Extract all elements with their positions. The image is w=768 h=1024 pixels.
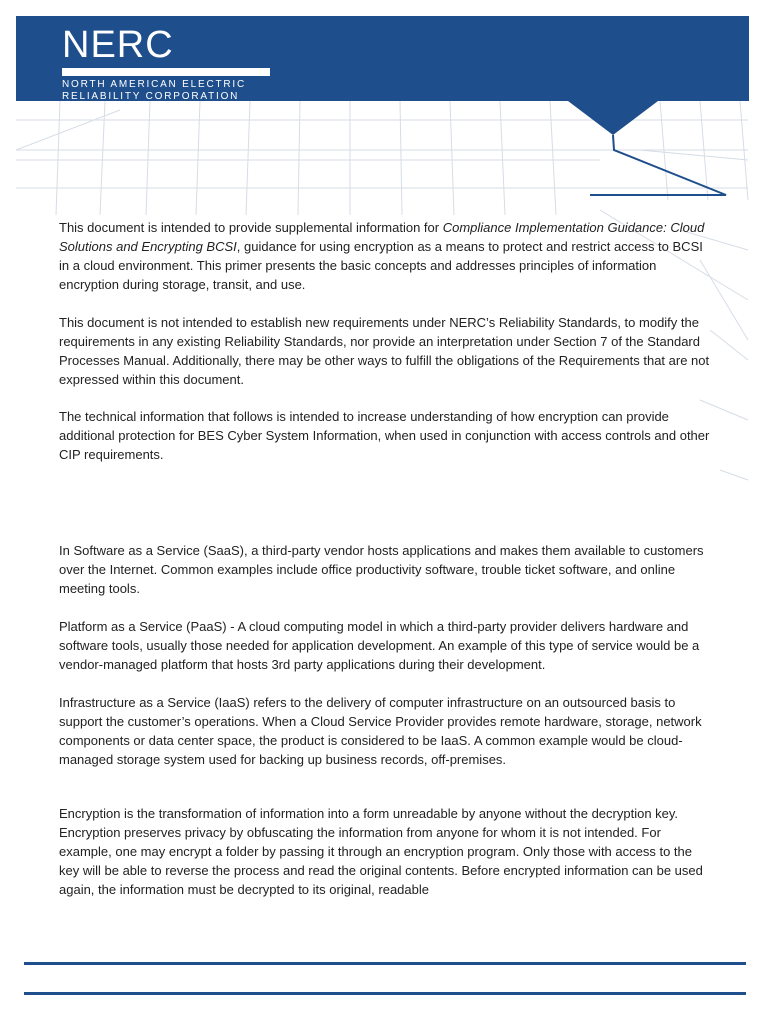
logo-subtitle-line1: NORTH AMERICAN ELECTRIC <box>62 79 247 90</box>
footer-divider-top <box>24 962 746 965</box>
paragraph-disclaimer: This document is not intended to establish new requirements under NERC’s Reliability Standards, to modify the requirements in any existing Reliability Standards, nor provide an interpretation under Section 7 of the Standard Processes Manual. Additionally, there may be other ways to fulfill the obligations of the Requirements that are not expressed within this document. <box>59 315 710 387</box>
paragraph-saas: In Software as a Service (SaaS), a third-party vendor hosts applications and makes them available to customers over the Internet. Common examples include office productivity software, trouble ticket software, and online meeting tools. <box>59 543 704 596</box>
paragraph-encryption: Encryption is the transformation of information into a form unreadable by anyone without the decryption key. Encryption preserves privacy by obfuscating the information from anyone for whom it is not intended. For example, one may encrypt a folder by passing it through an encryption program. Only those with access to the key will be able to reverse the process and read the original contents. Before encrypted information can be used again, the information must be decrypted to its original, readable <box>59 806 703 897</box>
logo-wordmark: NERC <box>62 24 174 66</box>
guidance-title-reference: Compliance Implementation Guidance: Cloud Solutions and Encrypting BCSI <box>59 220 705 254</box>
paragraph-purpose: The technical information that follows is intended to increase understanding of how encryption can provide additional protection for BES Cyber System Information, when used in conjunction with access controls and other CIP requirements. <box>59 409 710 462</box>
logo-subtitle-line2: RELIABILITY CORPORATION <box>62 91 240 102</box>
paragraph-intro-start: This document is intended to provide supplemental information for <box>59 220 443 235</box>
paragraph-iaas: Infrastructure as a Service (IaaS) refers to the delivery of computer infrastructure on an outsourced basis to support the customer’s operations. When a Cloud Service Provider provides remote hardware, storage, network components or data center space, the product is considered to be IaaS. A common example would be cloud-managed storage system used for backing up business records, off-premises. <box>59 695 702 767</box>
paragraph-intro-end: , guidance for using encryption as a means to protect and restrict access to BCSI in a cloud environment. This primer presents the basic concepts and addresses principles of information encryption during storage, transit, and use. <box>59 239 703 292</box>
footer-divider-bottom <box>24 992 746 995</box>
paragraph-paas: Platform as a Service (PaaS) - A cloud computing model in which a third-party provider delivers hardware and software tools, usually those needed for application development. An example of this type of service would be a vendor-managed platform that hosts 3rd party applications during their development. <box>59 619 700 672</box>
paragraph-intro <box>59 218 714 294</box>
